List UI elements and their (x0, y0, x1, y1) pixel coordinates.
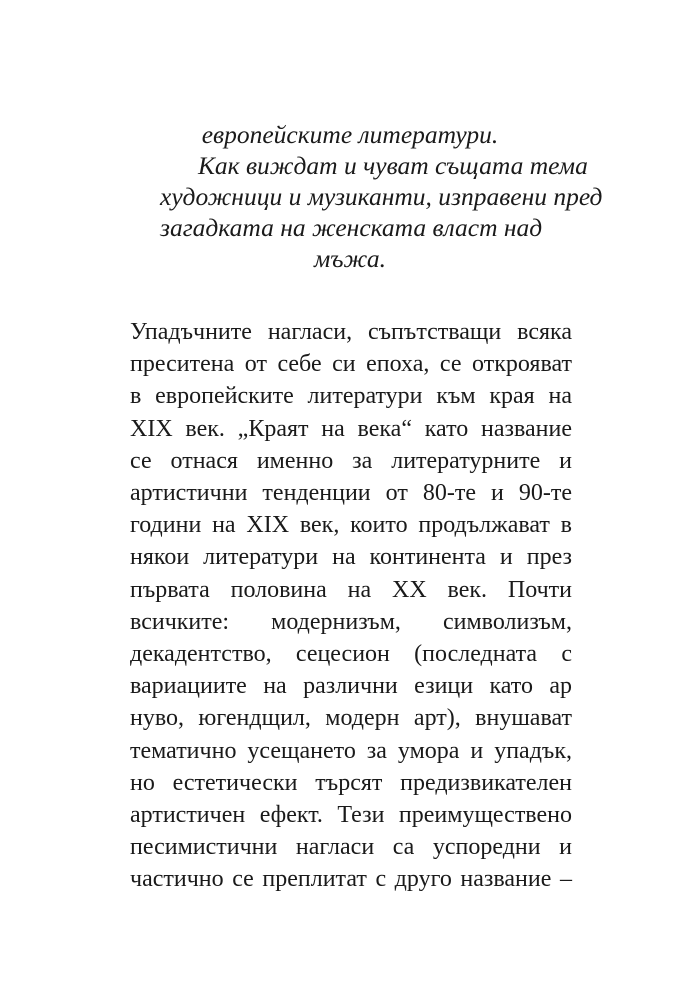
body-line: тематично усещането за умора и упадък, (130, 737, 572, 764)
body-line: нуво, югендщил, модерн арт), внушават (130, 705, 572, 732)
body-line: но естетически търсят предизвикателен (130, 769, 572, 796)
body-line: частично се преплитат с друго название – (130, 866, 572, 893)
body-line: декадентство, сецесион (последната с (130, 641, 572, 668)
epigraph-line: загадката на женската власт над (160, 213, 543, 242)
body-line: артистични тенденции от 80-те и 90-те (130, 480, 572, 507)
body-line: преситена от себе си епоха, се открояват (130, 351, 572, 378)
epigraph-line: мъжа. (313, 244, 387, 273)
body-line: в европейските литератури към края на (130, 383, 572, 410)
epigraph-line: Как виждат и чуват същата тема (198, 151, 588, 180)
body-line: някои литератури на континента и през (130, 544, 572, 571)
body-paragraph (130, 316, 572, 896)
body-line: се отнася именно за литературните и (130, 447, 572, 474)
epigraph-line: европейските литератури. (201, 120, 499, 149)
body-line: вариациите на различни езици като ар (130, 673, 572, 700)
epigraph (160, 119, 603, 274)
body-line: години на XIX век, които продължават в (130, 512, 572, 539)
body-line: първата половина на XX век. Почти (130, 576, 572, 603)
body-line: всичките: модернизъм, символизъм, (130, 608, 572, 635)
epigraph-line: художници и музиканти, изправени пред (160, 182, 603, 211)
body-line: артистичен ефект. Тези преимуществено (130, 802, 572, 829)
body-line: Упадъчните нагласи, съпътстващи всяка (130, 319, 572, 345)
body-line: XIX век. „Краят на века“ като название (130, 415, 572, 442)
body-line: песимистични нагласи са успоредни и (130, 834, 572, 861)
